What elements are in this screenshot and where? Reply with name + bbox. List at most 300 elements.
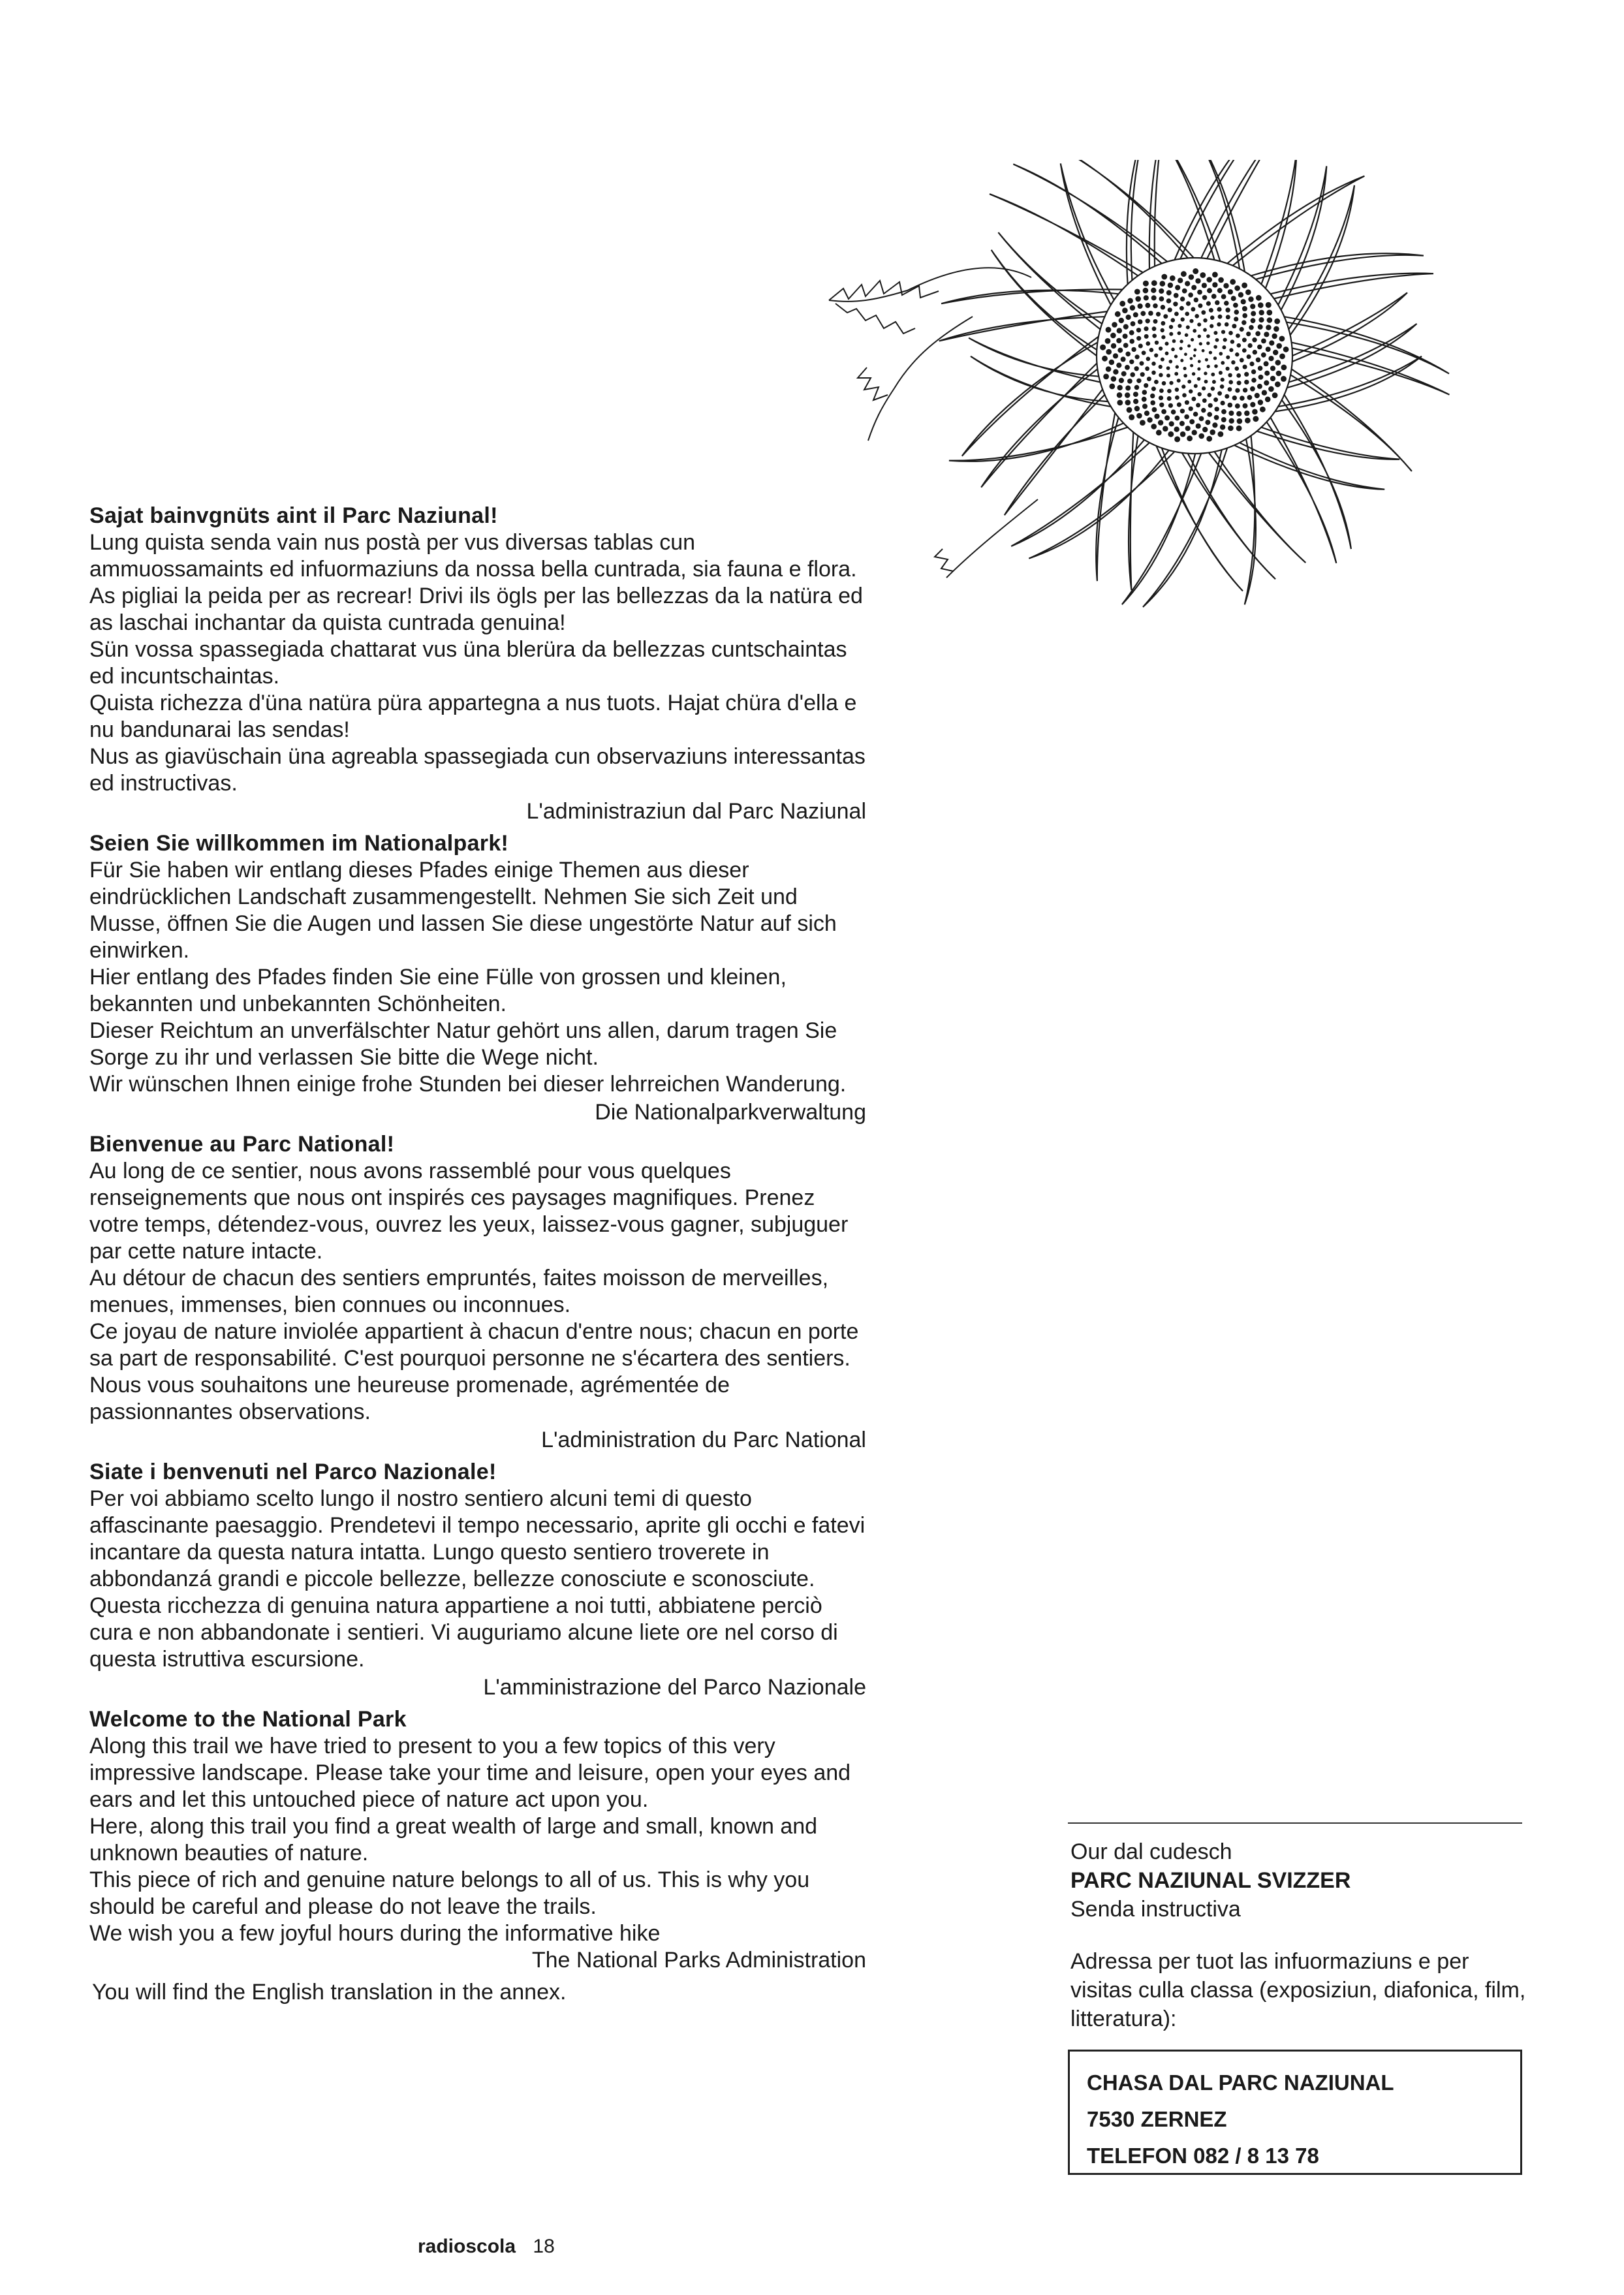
paragraph: We wish you a few joyful hours during the informative hike <box>89 1921 661 1946</box>
thistle-floret <box>1234 285 1240 291</box>
thistle-floret <box>1193 268 1198 274</box>
thistle-floret <box>1209 351 1212 354</box>
signature: Die Nationalparkverwaltung <box>595 1100 866 1125</box>
thistle-floret <box>1237 343 1241 348</box>
thistle-floret <box>1125 386 1131 391</box>
thistle-floret <box>1168 307 1172 312</box>
thistle-floret <box>1180 359 1183 362</box>
thistle-floret <box>1179 306 1184 311</box>
thistle-floret <box>1178 278 1183 283</box>
thistle-floret <box>1226 315 1230 319</box>
thistle-floret <box>1187 345 1191 348</box>
thistle-floret <box>1183 367 1187 370</box>
thistle-floret <box>1105 338 1111 344</box>
thistle-floret <box>1133 399 1138 404</box>
thistle-floret <box>1133 392 1138 397</box>
thistle-floret <box>1117 385 1123 390</box>
thistle-floret <box>1161 274 1167 280</box>
thistle-floret <box>1193 412 1198 417</box>
thistle-floret <box>1236 334 1240 338</box>
paragraph: Nous vous souhaitons une heureuse promenade, agrémentée de passionnantes observations. <box>89 1373 730 1424</box>
thistle-floret <box>1151 424 1157 429</box>
thistle-floret <box>1146 357 1151 362</box>
thistle-floret <box>1244 380 1249 384</box>
thistle-floret <box>1211 373 1215 377</box>
thistle-bract <box>990 194 1143 275</box>
thistle-floret <box>1185 334 1189 337</box>
thistle-floret <box>1213 345 1217 349</box>
thistle-floret <box>1178 332 1181 336</box>
thistle-floret <box>1257 345 1262 350</box>
thistle-floret <box>1129 339 1134 344</box>
thistle-floret <box>1218 277 1224 283</box>
thistle-floret <box>1248 343 1253 348</box>
thistle-floret <box>1198 335 1201 338</box>
thistle-floret <box>1235 366 1240 371</box>
thistle-floret <box>1258 324 1263 330</box>
thistle-floret <box>1151 280 1157 286</box>
thistle-floret <box>1230 279 1236 285</box>
thistle-floret <box>1261 352 1266 358</box>
thistle-floret <box>1125 392 1130 398</box>
thistle-floret <box>1174 293 1179 298</box>
thistle-floret <box>1228 380 1233 384</box>
thistle-floret <box>1184 352 1187 356</box>
thistle-floret <box>1228 387 1232 392</box>
thistle-floret <box>1142 404 1148 409</box>
thistle-floret <box>1206 341 1210 345</box>
thistle-floret <box>1217 288 1223 293</box>
thistle-floret <box>1206 334 1210 338</box>
thistle-floret <box>1205 420 1210 425</box>
thistle-floret <box>1194 384 1198 388</box>
thistle-floret <box>1202 283 1207 288</box>
thistle-bract <box>1143 448 1227 607</box>
thistle-floret <box>1155 341 1159 345</box>
thistle-floret <box>1212 380 1216 384</box>
thistle-floret <box>1168 403 1173 408</box>
thistle-floret <box>1234 317 1238 321</box>
thistle-floret <box>1223 338 1227 342</box>
thistle-floret <box>1168 283 1173 288</box>
thistle-floret <box>1242 337 1247 342</box>
thistle-floret <box>1261 339 1266 344</box>
thistle-floret <box>1159 347 1163 351</box>
thistle-floret <box>1250 386 1255 392</box>
thistle-floret <box>1116 338 1121 343</box>
thistle-floret <box>1253 350 1257 354</box>
thistle-floret <box>1190 364 1193 367</box>
thistle-floret <box>1173 302 1178 306</box>
thistle-floret <box>1205 358 1208 362</box>
thistle-floret <box>1266 302 1272 308</box>
thistle-floret <box>1185 400 1189 405</box>
thistle-bract <box>1234 443 1384 490</box>
thistle-floret <box>1250 402 1255 407</box>
thistle-floret <box>1121 356 1126 362</box>
paragraph: This piece of rich and genuine nature belongs to all of us. This is why you should be careful and please do not leave the trails. <box>89 1867 810 1919</box>
thistle-floret <box>1185 281 1190 286</box>
thistle-floret <box>1217 307 1221 311</box>
thistle-floret <box>1179 421 1185 426</box>
thistle-floret <box>1219 371 1223 375</box>
thistle-floret <box>1169 325 1173 329</box>
thistle-floret <box>1225 307 1230 312</box>
thistle-floret <box>1221 330 1225 334</box>
thistle-floret <box>1204 380 1208 384</box>
thistle-floret <box>1119 378 1124 383</box>
thistle-floret <box>1212 272 1218 277</box>
paragraph: Au détour de chacun des sentiers empruntés, faites moisson de merveilles, menues, immenses, bien connues ou inconnues. <box>89 1266 829 1317</box>
thistle-floret <box>1207 412 1212 417</box>
thistle-floret <box>1225 322 1229 327</box>
thistle-bract <box>1013 164 1167 264</box>
thistle-floret <box>1167 396 1172 401</box>
thistle-floret <box>1252 409 1258 415</box>
thistle-floret <box>1140 420 1146 426</box>
thistle-floret <box>1217 391 1222 396</box>
thistle-floret <box>1187 380 1191 384</box>
thistle-floret <box>1270 366 1275 371</box>
thistle-floret <box>1194 349 1197 352</box>
section-heading: Sajat bainvgnüts aint il Parc Naziunal! <box>89 503 498 528</box>
thistle-floret <box>1248 296 1253 302</box>
thistle-floret <box>1199 342 1202 345</box>
thistle-floret <box>1266 347 1271 352</box>
thistle-floret <box>1135 296 1141 302</box>
thistle-bract <box>1270 273 1433 299</box>
thistle-floret <box>1204 371 1207 375</box>
french-section <box>89 1131 866 1454</box>
thistle-floret <box>1241 299 1246 304</box>
thistle-floret <box>1144 326 1148 331</box>
thistle-floret <box>1228 373 1232 377</box>
thistle-floret <box>1195 278 1200 283</box>
thistle-floret <box>1181 317 1185 321</box>
thistle-floret <box>1154 353 1158 357</box>
thistle-floret <box>1201 408 1206 413</box>
thistle-floret <box>1138 344 1143 349</box>
thistle-floret <box>1202 295 1208 300</box>
thistle-floret <box>1151 362 1155 366</box>
thistle-floret <box>1134 385 1140 390</box>
thistle-bract <box>962 337 1099 456</box>
thistle-floret <box>1127 407 1132 413</box>
thistle-floret <box>1231 296 1236 301</box>
contact-box <box>1068 2050 1522 2175</box>
thistle-floret <box>1202 398 1207 403</box>
thistle-floret <box>1143 288 1149 294</box>
thistle-floret <box>1243 403 1248 409</box>
thistle-floret <box>1197 322 1201 326</box>
thistle-floret <box>1226 355 1230 359</box>
thistle-floret <box>1172 339 1176 343</box>
thistle-floret <box>1264 361 1269 366</box>
thistle-floret <box>1154 414 1159 419</box>
thistle-floret <box>1242 306 1247 311</box>
thistle-floret <box>1236 426 1242 431</box>
thistle-floret <box>1214 415 1219 420</box>
contact-name: CHASA DAL PARC NAZIUNAL <box>1087 2070 1394 2095</box>
thistle-floret <box>1185 312 1189 317</box>
thistle-floret <box>1180 431 1186 437</box>
thistle-floret <box>1164 415 1170 420</box>
thistle-floret <box>1250 304 1255 309</box>
thistle-floret <box>1179 339 1183 343</box>
thistle-floret <box>1233 303 1238 308</box>
section-heading: Bienvenue au Parc National! <box>89 1132 395 1157</box>
thistle-floret <box>1161 328 1164 332</box>
signature: L'amministrazione del Parco Nazionale <box>483 1675 866 1700</box>
thistle-floret <box>1258 399 1263 405</box>
thistle-floret <box>1163 426 1168 432</box>
thistle-floret <box>1212 282 1217 287</box>
contact-city: 7530 ZERNEZ <box>1087 2107 1227 2131</box>
thistle-floret <box>1116 363 1121 368</box>
thistle-floret <box>1189 274 1195 280</box>
thistle-floret <box>1244 411 1249 416</box>
thistle-floret <box>1142 397 1147 402</box>
thistle-floret <box>1169 360 1173 364</box>
thistle-floret <box>1150 400 1155 405</box>
thistle-floret <box>1264 332 1269 337</box>
thistle-floret <box>1230 339 1234 343</box>
signature: L'administraziun dal Parc Naziunal <box>526 799 866 824</box>
thistle-floret <box>1150 394 1155 398</box>
thistle-floret <box>1134 406 1140 411</box>
paragraph: Hier entlang des Pfades finden Sie eine Fülle von grossen und kleinen, bekannten und unbekannten Schönheiten. <box>89 965 787 1016</box>
thistle-floret <box>1213 356 1217 360</box>
thistle-floret <box>1111 376 1117 382</box>
thistle-floret <box>1144 295 1149 300</box>
thistle-floret <box>1246 332 1251 336</box>
thistle-floret <box>1159 365 1163 369</box>
thistle-floret <box>1174 372 1178 376</box>
annex-note: You will find the English translation in the annex. <box>92 1980 567 2005</box>
paragraph: Quista richezza d'üna natüra püra appartegna a nus tuots. Hajat chüra d'ella e nu bandunarai las sendas! <box>89 691 857 742</box>
thistle-floret <box>1186 302 1191 306</box>
thistle-floret <box>1136 328 1141 332</box>
thistle-floret <box>1215 300 1219 305</box>
thistle-floret <box>1224 301 1229 306</box>
thistle-floret <box>1175 416 1180 421</box>
thistle-floret <box>1151 288 1156 293</box>
english-section <box>89 1706 866 1974</box>
thistle-floret <box>1106 349 1112 355</box>
thistle-floret <box>1133 312 1138 317</box>
thistle-floret <box>1129 330 1134 336</box>
thistle-floret <box>1208 403 1213 408</box>
thistle-floret <box>1237 418 1243 424</box>
thistle-floret <box>1177 379 1181 382</box>
thistle-floret <box>1202 386 1206 390</box>
thistle-floret <box>1213 331 1217 335</box>
paragraph: Au long de ce sentier, nous avons rassemblé pour vous quelques renseignements que nous ont inspirés ces paysages magnifiques. Prenez votre temps, détendez-vous, ouvrez les yeux, laissez-vous gagner, subjuguer par cette nature intacte. <box>89 1159 849 1264</box>
thistle-bract <box>1127 160 1146 284</box>
sidebar-divider <box>1068 1822 1522 1824</box>
thistle-floret <box>1174 354 1178 358</box>
section-heading: Siate i benvenuti nel Parco Nazionale! <box>89 1460 497 1484</box>
thistle-floret <box>1207 288 1212 293</box>
thistle-floret <box>1192 397 1196 401</box>
thistle-floret <box>1258 302 1264 308</box>
thistle-floret <box>1211 386 1215 390</box>
thistle-floret <box>1252 337 1257 342</box>
thistle-floret <box>1191 285 1196 290</box>
paragraph: Lung quista senda vain nus postà per vus diversas tablas cun ammuossamaints ed infuormaziuns da nossa bella cuntrada, sia fauna e flora. As pigliai la peida per as recrear! Drivi ils ögls per las bellezzas da la natüra ed as laschai inchantar da quista cuntrada genuina! <box>89 530 863 635</box>
thistle-floret <box>1255 393 1260 398</box>
thistle-floret <box>1161 409 1166 414</box>
thistle-floret <box>1266 325 1271 330</box>
thistle-floret <box>1210 315 1215 320</box>
thistle-bract <box>1275 356 1422 412</box>
thistle-floret <box>1151 386 1156 391</box>
thistle-floret <box>1258 317 1264 322</box>
section-heading: Welcome to the National Park <box>89 1707 407 1732</box>
thistle-floret <box>1258 375 1264 380</box>
thistle-floret <box>1234 309 1240 315</box>
thistle-floret <box>1235 388 1240 393</box>
page-footer <box>418 2236 555 2258</box>
thistle-floret <box>1273 326 1279 332</box>
thistle-floret <box>1215 338 1219 342</box>
thistle-floret <box>1112 322 1117 328</box>
thistle-floret <box>1117 392 1123 398</box>
thistle-floret <box>1210 324 1213 328</box>
thistle-floret <box>1249 362 1254 366</box>
sidebar-title: PARC NAZIUNAL SVIZZER <box>1070 1868 1351 1893</box>
thistle-floret <box>1102 356 1108 362</box>
thistle-floret <box>1241 320 1246 325</box>
thistle-bract <box>939 311 1108 341</box>
thistle-floret <box>1240 358 1244 362</box>
thistle-floret <box>1181 271 1187 277</box>
thistle-floret <box>1268 386 1274 392</box>
thistle-floret <box>1119 301 1125 307</box>
thistle-floret <box>1274 319 1280 324</box>
thistle-floret <box>1228 403 1233 408</box>
thistle-floret <box>1117 328 1122 333</box>
thistle-bract <box>992 250 1097 356</box>
thistle-floret <box>1214 364 1218 368</box>
thistle-floret <box>1191 338 1194 341</box>
thistle-floret <box>1171 409 1176 414</box>
thistle-floret <box>1276 371 1282 377</box>
thistle-floret <box>1145 303 1150 308</box>
thistle-floret <box>1168 431 1174 437</box>
thistle-floret <box>1198 392 1202 396</box>
thistle-floret <box>1262 390 1267 396</box>
thistle-floret <box>1129 360 1134 364</box>
thistle-bract <box>1122 454 1201 604</box>
thistle-bract <box>1285 317 1449 373</box>
thistle-floret <box>1175 285 1180 290</box>
thistle-floret <box>1258 366 1263 371</box>
thistle-floret <box>1221 417 1226 422</box>
thistle-floret <box>1159 403 1164 407</box>
thistle-floret <box>1106 327 1112 333</box>
paragraph: Here, along this trail you find a great wealth of large and small, known and unknown beauties of nature. <box>89 1814 818 1866</box>
thistle-floret <box>1267 317 1273 323</box>
thistle-floret <box>1268 356 1273 361</box>
thistle-floret <box>1159 296 1164 302</box>
thistle-floret <box>1219 352 1223 356</box>
thistle-floret <box>1223 283 1228 289</box>
thistle-floret <box>1215 407 1219 411</box>
thistle-floret <box>1147 377 1151 381</box>
thistle-bract <box>1201 160 1280 258</box>
thistle-floret <box>1159 289 1164 294</box>
thistle-bract <box>1042 160 1194 258</box>
thistle-floret <box>1125 352 1131 357</box>
thistle-floret <box>1113 353 1118 358</box>
signature: L'administration du Parc National <box>541 1428 866 1452</box>
thistle-bract <box>1061 163 1114 305</box>
thistle-floret <box>1119 318 1124 323</box>
thistle-floret <box>1127 379 1132 384</box>
thistle-floret <box>1240 327 1244 332</box>
thistle-floret <box>1134 289 1140 295</box>
thistle-floret <box>1222 345 1226 349</box>
publication-name: radioscola <box>418 2236 516 2257</box>
thistle-floret <box>1106 366 1112 372</box>
thistle-floret <box>1136 336 1141 341</box>
thistle-floret <box>1138 319 1143 324</box>
thistle-floret <box>1209 308 1213 313</box>
thistle-floret <box>1127 298 1133 304</box>
thistle-floret <box>1228 331 1233 336</box>
thistle-floret <box>1159 388 1164 393</box>
paragraph: Per voi abbiamo scelto lungo il nostro sentiero alcuni temi di questo affascinante paesaggio. Prendetevi il tempo necessario, aprite gli occhi e fatevi incantare da questa natura intatta. Lungo questo sentiero troverete in abbondanzá grandi e piccole bellezze, bellezze conosciute e sconosciute. Questa ricchezza di genuina natura appartiene a noi tutti, abbiatene perciò cura e non abbandonate i sentieri. Vi auguriamo alcune liete ore nel corso di questa istruttiva escursione. <box>89 1486 866 1672</box>
thistle-bract <box>1096 413 1118 582</box>
thistle-floret <box>1153 319 1158 324</box>
thistle-bract <box>1209 452 1306 563</box>
thistle-floret <box>1232 396 1237 400</box>
thistle-floret <box>1229 418 1234 424</box>
thistle-floret <box>1158 420 1163 425</box>
thistle-floret <box>1145 366 1149 371</box>
thistle-floret <box>1193 354 1196 357</box>
thistle-floret <box>1115 311 1121 317</box>
thistle-floret <box>1194 298 1198 302</box>
thistle-floret <box>1152 407 1157 413</box>
thistle-floret <box>1211 294 1217 299</box>
thistle-floret <box>1130 305 1135 310</box>
thistle-floret <box>1207 365 1210 368</box>
thistle-floret <box>1171 348 1175 352</box>
thistle-floret <box>1197 377 1201 381</box>
thistle-floret <box>1218 315 1223 319</box>
thistle-floret <box>1257 384 1262 389</box>
thistle-floret <box>1123 324 1129 330</box>
thistle-floret <box>1228 289 1233 294</box>
thistle-floret <box>1251 378 1257 383</box>
thistle-floret <box>1266 310 1272 316</box>
thistle-floret <box>1264 371 1270 376</box>
thistle-floret <box>1210 429 1215 435</box>
thistle-bract <box>1162 160 1220 261</box>
thistle-floret <box>1138 304 1143 309</box>
thistle-floret <box>1151 371 1156 375</box>
thistle-floret <box>1235 403 1240 409</box>
thistle-floret <box>1171 318 1176 322</box>
thistle-floret <box>1182 393 1187 398</box>
thistle-floret <box>1174 312 1179 317</box>
paragraph: Ce joyau de nature inviolée appartient à chacun d'entre nous; chacun en porte sa part de responsabilité. C'est pourquoi personne ne s'écartera des sentiers. <box>89 1319 859 1371</box>
thistle-floret <box>1186 325 1190 329</box>
thistle-floret <box>1206 301 1211 305</box>
thistle-floret <box>1156 312 1161 317</box>
